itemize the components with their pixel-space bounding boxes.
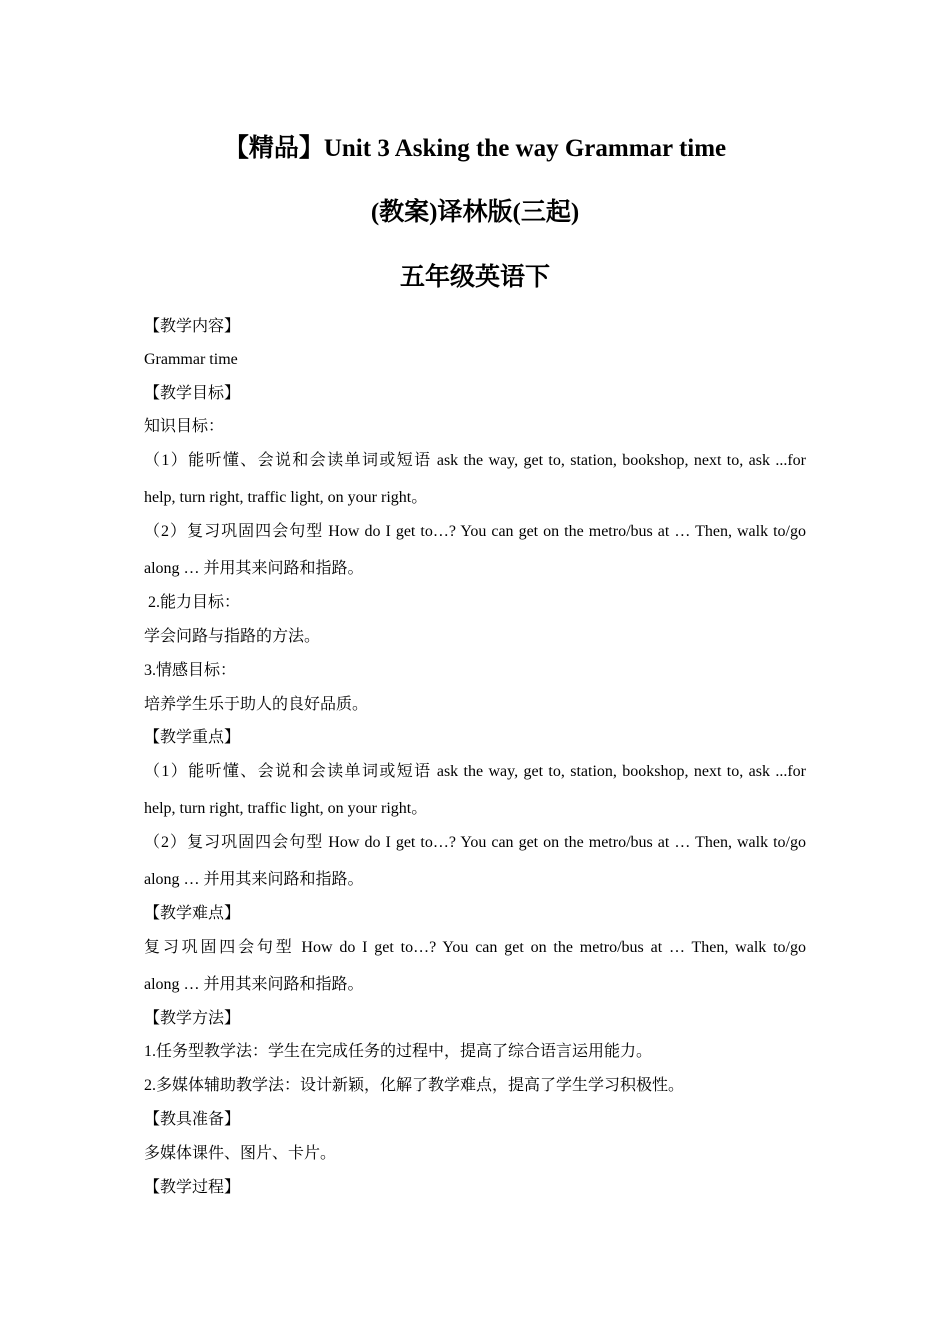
ability-objective-label: 2.能力目标： — [144, 594, 241, 611]
document-title-line-1: 【精品】Unit 3 Asking the way Grammar time — [223, 135, 727, 162]
knowledge-objective-label: 知识目标： — [144, 418, 225, 435]
section-heading-difficult-points: 【教学难点】 — [144, 905, 241, 922]
objective-2-line-1: （2）复习巩固四会句型 How do I get to…? You can get on the metro/bus at … Then, walk to/go — [144, 523, 806, 540]
emotion-objective-label: 3.情感目标： — [144, 662, 237, 679]
document-title-line-2: (教案)译林版(三起) — [370, 199, 580, 226]
teaching-aids-text: 多媒体课件、图片、卡片。 — [144, 1145, 337, 1162]
objective-1-line-1: （1）能听懂、会说和会读单词或短语 ask the way, get to, station, bookshop, next to, ask ...for — [144, 452, 806, 469]
section-heading-teaching-aids: 【教具准备】 — [144, 1111, 241, 1128]
method-1: 1.任务型教学法：学生在完成任务的过程中，提高了综合语言运用能力。 — [144, 1043, 653, 1060]
difficult-point-line-2: along … 并用其来问路和指路。 — [144, 976, 364, 993]
key-point-2-line-2: along … 并用其来问路和指路。 — [144, 871, 364, 888]
section-heading-methods: 【教学方法】 — [144, 1010, 241, 1027]
section-heading-key-points: 【教学重点】 — [144, 729, 241, 746]
content-text: Grammar time — [144, 351, 238, 368]
objective-2-line-2: along … 并用其来问路和指路。 — [144, 560, 364, 577]
ability-objective-text: 学会问路与指路的方法。 — [144, 628, 321, 645]
section-heading-teaching-process: 【教学过程】 — [144, 1179, 241, 1196]
emotion-objective-text: 培养学生乐于助人的良好品质。 — [144, 696, 369, 713]
document-title-line-3: 五年级英语下 — [399, 264, 550, 291]
section-heading-objectives: 【教学目标】 — [144, 385, 241, 402]
difficult-point-line-1: 复习巩固四会句型 How do I get to…? You can get on the metro/bus at … Then, walk to/go — [144, 939, 806, 956]
section-heading-content: 【教学内容】 — [144, 318, 241, 335]
method-2: 2.多媒体辅助教学法：设计新颖，化解了教学难点，提高了学生学习积极性。 — [144, 1077, 685, 1094]
key-point-1-line-2: help, turn right, traffic light, on your right。 — [144, 800, 428, 817]
key-point-2-line-1: （2）复习巩固四会句型 How do I get to…? You can get on the metro/bus at … Then, walk to/go — [144, 834, 806, 851]
key-point-1-line-1: （1）能听懂、会说和会读单词或短语 ask the way, get to, station, bookshop, next to, ask ...for — [144, 763, 806, 780]
objective-1-line-2: help, turn right, traffic light, on your right。 — [144, 489, 428, 506]
